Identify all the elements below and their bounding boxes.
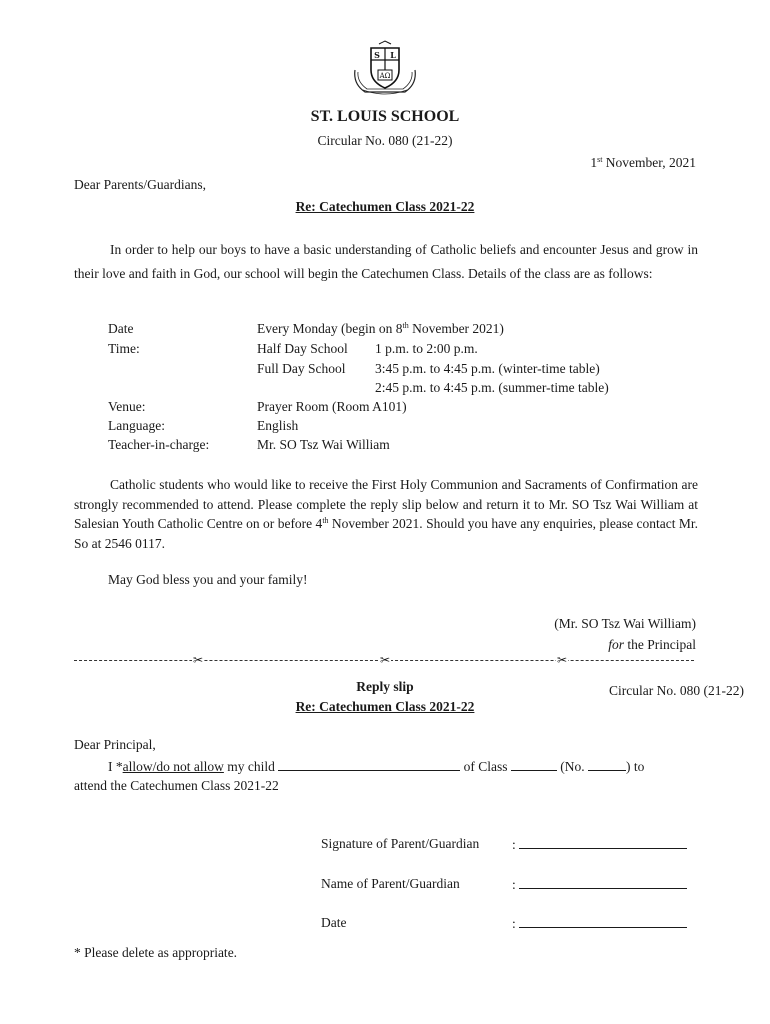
reply-slip-subject: Re: Catechumen Class 2021-22: [295, 699, 475, 714]
consent-line: I *allow/do not allow my child of Class (No. ) to: [108, 759, 645, 774]
svg-text:S: S: [374, 50, 380, 60]
signature-field[interactable]: [519, 836, 687, 849]
body-paragraph: Catholic students who would like to receive the First Holy Communion and Sacraments of Confirmation are strongly recommended to attend. Please complete the reply slip below and return it to Mr. SO Tsz Wai William at Salesian Youth Catholic Centre on or before 4th November 2021. Should you have any enquiries, please contact Mr. So at 2546 0117.: [74, 477, 698, 551]
teacher-label: Teacher-in-charge:: [108, 437, 210, 452]
half-day-label: Half Day School: [257, 341, 348, 356]
reply-date-row: :: [512, 915, 687, 932]
parent-name-label: Name of Parent/Guardian: [321, 876, 460, 891]
reply-date-field[interactable]: [519, 915, 687, 928]
circular-number: Circular No. 080 (21-22): [317, 133, 453, 148]
full-day-time-summer: 2:45 p.m. to 4:45 p.m. (summer-time table): [375, 380, 609, 395]
cut-line: [74, 652, 694, 670]
intro-paragraph: In order to help our boys to have a basic understanding of Catholic beliefs and encounter Jesus and grow in their love and faith in God, our school will begin the Catechumen Class. Details of the class are as follows:: [74, 242, 698, 281]
date-label: Date: [108, 321, 134, 336]
school-crest-logo: [349, 40, 421, 98]
teacher-value: Mr. SO Tsz Wai William: [257, 437, 390, 452]
child-name-field[interactable]: [278, 758, 460, 771]
consent-line-2: attend the Catechumen Class 2021-22: [74, 778, 279, 793]
parent-name-field[interactable]: [519, 876, 687, 889]
scissors-icon: ✂: [193, 653, 204, 667]
signature-row: :: [512, 836, 687, 853]
svg-text:AΩ: AΩ: [379, 72, 391, 80]
full-day-label: Full Day School: [257, 361, 346, 376]
language-value: English: [257, 418, 299, 433]
parent-name-row: :: [512, 876, 687, 893]
footnote: * Please delete as appropriate.: [74, 945, 238, 960]
signer-name: (Mr. SO Tsz Wai William): [554, 616, 696, 631]
language-label: Language:: [108, 418, 165, 433]
reply-slip-title: Reply slip: [356, 679, 414, 694]
full-day-time-winter: 3:45 p.m. to 4:45 p.m. (winter-time table): [375, 361, 600, 376]
signature-label: Signature of Parent/Guardian: [321, 836, 480, 851]
school-name: ST. LOUIS SCHOOL: [310, 108, 460, 125]
allow-option[interactable]: allow/do not allow: [122, 759, 224, 774]
venue-label: Venue:: [108, 399, 146, 414]
svg-text:L: L: [390, 50, 396, 60]
reply-date-label: Date: [321, 915, 347, 930]
salutation: Dear Parents/Guardians,: [74, 177, 206, 192]
reply-slip-circular-number: Circular No. 080 (21-22): [609, 683, 744, 698]
half-day-time: 1 p.m. to 2:00 p.m.: [375, 341, 478, 356]
scissors-icon: ✂: [557, 653, 568, 667]
venue-value: Prayer Room (Room A101): [257, 399, 407, 414]
signer-role: for the Principal: [608, 637, 696, 652]
time-label: Time:: [108, 341, 140, 356]
scissors-icon: ✂: [380, 653, 391, 667]
class-number-field[interactable]: [588, 758, 626, 771]
date-value: Every Monday (begin on 8th November 2021): [257, 321, 504, 336]
class-field[interactable]: [511, 758, 557, 771]
letter-subject: Re: Catechumen Class 2021-22: [295, 199, 475, 214]
letter-date: 1st November, 2021: [590, 155, 696, 170]
blessing: May God bless you and your family!: [108, 572, 308, 587]
reply-salutation: Dear Principal,: [74, 737, 156, 752]
